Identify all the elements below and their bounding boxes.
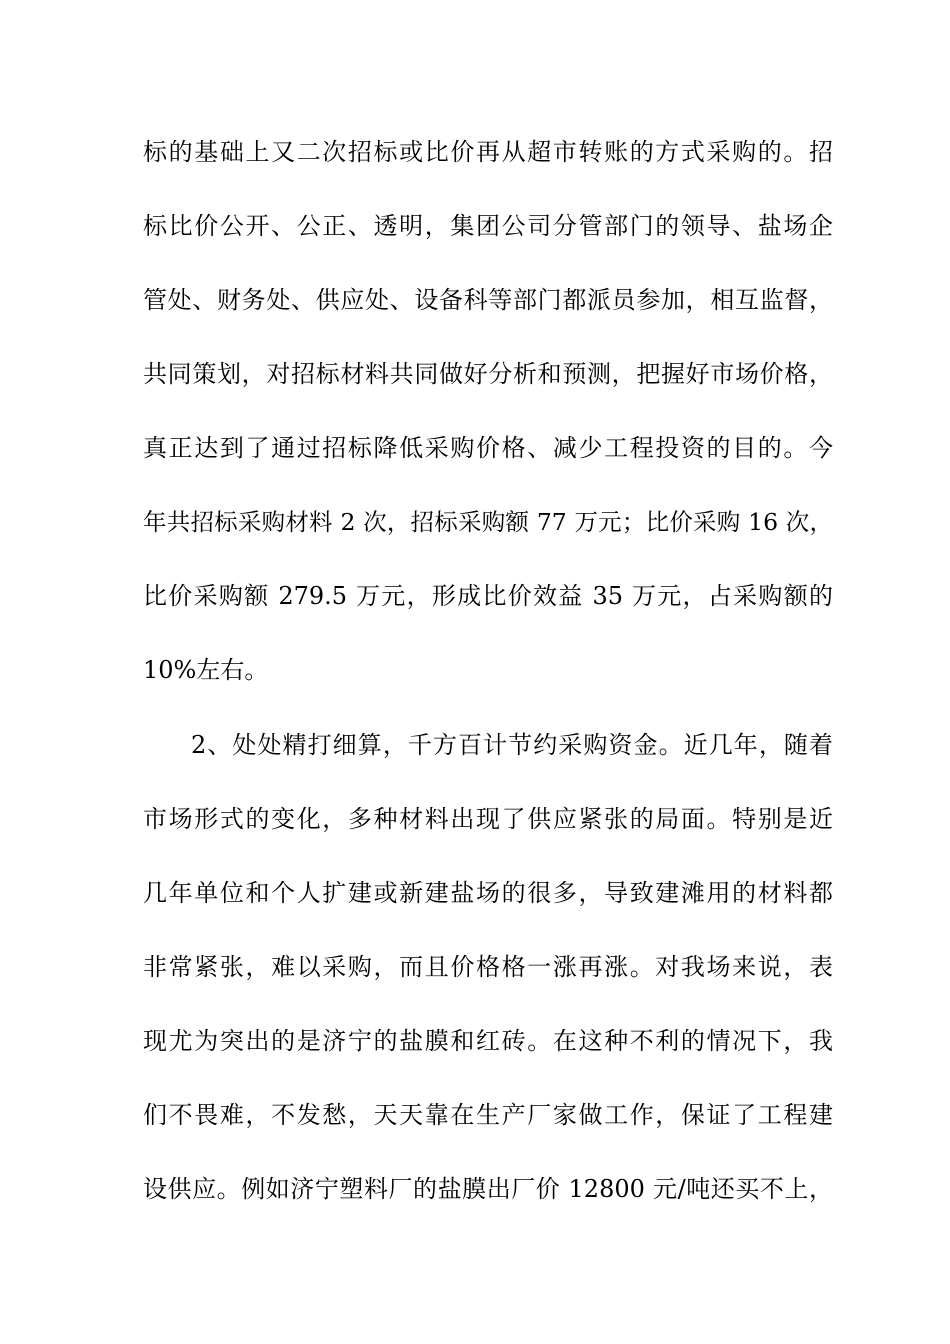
text-line-12: 非常紧张，难以采购，而且价格格一涨再涨。对我场来说，表 [143,953,833,981]
text-line-5: 真正达到了通过招标降低采购价格、减少工程投资的目的。今 [143,434,833,462]
paragraph-2-first-line: 2、处处精打细算，千方百计节约采购资金。近几年，随着 [191,731,833,759]
text-line-8: 10%左右。 [143,656,269,684]
text-line-13: 现尤为突出的是济宁的盐膜和红砖。在这种不利的情况下，我 [143,1027,833,1055]
text-line-15: 设供应。例如济宁塑料厂的盐膜出厂价 12800 元/吨还买不上， [143,1175,833,1203]
text-line-4: 共同策划，对招标材料共同做好分析和预测，把握好市场价格， [143,360,833,388]
text-line-6: 年共招标采购材料 2 次，招标采购额 77 万元；比价采购 16 次， [143,508,833,536]
text-line-7: 比价采购额 279.5 万元，形成比价效益 35 万元，占采购额的 [143,582,833,610]
text-line-11: 几年单位和个人扩建或新建盐场的很多，导致建滩用的材料都 [143,879,833,907]
text-line-2: 标比价公开、公正、透明，集团公司分管部门的领导、盐场企 [143,212,833,240]
text-line-3: 管处、财务处、供应处、设备科等部门都派员参加，相互监督， [143,286,833,314]
text-line-14: 们不畏难，不发愁，天天靠在生产厂家做工作，保证了工程建 [143,1101,833,1129]
text-line-10: 市场形式的变化，多种材料出现了供应紧张的局面。特别是近 [143,805,833,833]
text-line-1: 标的基础上又二次招标或比价再从超市转账的方式采购的。招 [143,138,833,166]
